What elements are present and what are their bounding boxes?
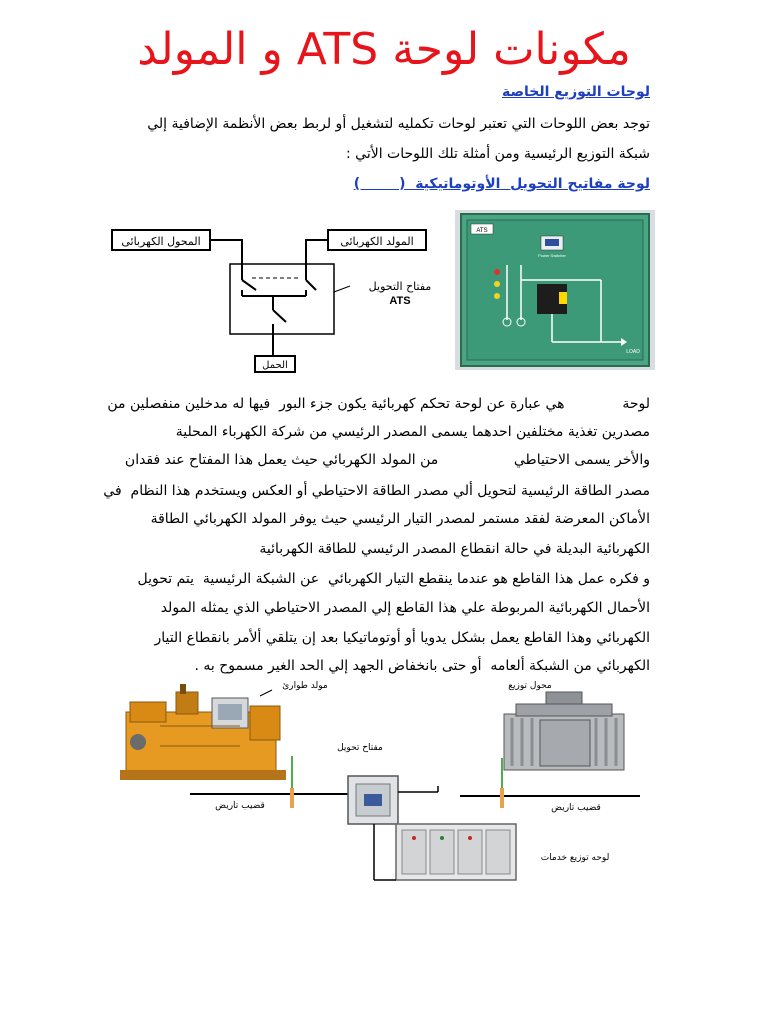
intro-line-1: توجد بعض اللوحات التي تعتبر لوحات تكمليه لتشغيل أو لربط بعض الأنظمة الإضافية إلي (147, 116, 650, 132)
ats-panel-photo (455, 210, 655, 370)
body-line-10: الكهربائي من الشبكة ألعامه أو حتى بانخفاض الجهد إلي الحد الغير مسموح به . (194, 658, 650, 674)
transformer-illustration (504, 692, 624, 770)
ats-schematic-diagram (110, 222, 446, 382)
body-line-8: الأحمال الكهربائية المربوطة علي هذا القاطع إلي المصدر الاحتياطي الذي يمثله المولد (160, 600, 650, 616)
panel-brand-label: ATS (476, 228, 488, 234)
panel-display-label: Power Switcher (538, 253, 566, 258)
body-line-3: والأخر يسمى الاحتياطي من المولد الكهربائي حيث يعمل هذا المفتاح عند فقدان (124, 452, 650, 468)
schematic-load-label: الحمل (262, 360, 288, 371)
panel-load-label: LOAD (626, 349, 640, 355)
body-line-2: مصدرين تغذية مختلفين احدهما يسمى المصدر الرئيسي من شركة الكهرباء المحلية (175, 424, 650, 440)
body-line-9: الكهربائي وهذا القاطع يعمل بشكل يدويا أو أوتوماتيكيا بعد إن يتلقي ألأمر بانقطاع التيار (154, 630, 650, 646)
generator-illustration (120, 684, 286, 780)
diagram-transformer-label: محول توزيع (508, 681, 552, 691)
section-heading-ats: لوحة مفاتيح التحويل الأوتوماتيكية ( ) (353, 176, 650, 192)
schematic-generator-label: المولد الكهربائى (340, 235, 414, 248)
diagram-ground-rod-right-label: قضيب تاريض (551, 803, 601, 813)
body-line-7: و فكره عمل هذا القاطع هو عندما ينقطع التيار الكهربائي عن الشبكة الرئيسية يتم تحويل (137, 571, 650, 587)
diagram-switch-label: مفتاح تحويل (337, 743, 383, 753)
transfer-switch-illustration (348, 776, 398, 824)
schematic-switch-label: مفتاح التحويل (368, 280, 432, 293)
body-line-4: مصدر الطاقة الرئيسية لتحويل ألي مصدر الطاقة الاحتياطي أو العكس ويستخدم هذا النظام في (103, 483, 650, 499)
diagram-ground-rod-left-label: قضيب تاريض (215, 801, 265, 811)
section-heading-private-panels: لوحات التوزيع الخاصة (501, 84, 650, 100)
intro-line-2: شبكة التوزيع الرئيسية ومن أمثلة تلك اللوحات الأتي : (345, 146, 650, 162)
schematic-transformer-label: المحول الكهربائى (121, 235, 201, 248)
body-line-6: الكهربائية البديلة في حالة انقطاع المصدر الرئيسي للطاقة الكهربائية (259, 541, 650, 557)
schematic-switch-ats-label: ATS (389, 295, 411, 307)
diagram-generator-label: مولد طوارئ (282, 681, 328, 691)
body-line-5: الأماكن المعرضة لفقد مستمر لمصدر التيار الرئيسي حيث يوفر المولد الكهربائي الطاقة (150, 511, 650, 527)
page-title: مكونات لوحة ATS و المولد (137, 24, 631, 75)
ats-system-diagram (120, 676, 660, 892)
diagram-services-panel-label: لوحه توزيع خدمات (540, 853, 610, 863)
services-panel-illustration (396, 824, 516, 880)
body-line-1: لوحة هي عبارة عن لوحة تحكم كهربائية يكون جزء البور فيها له مدخلين منفصلين من (107, 396, 650, 412)
